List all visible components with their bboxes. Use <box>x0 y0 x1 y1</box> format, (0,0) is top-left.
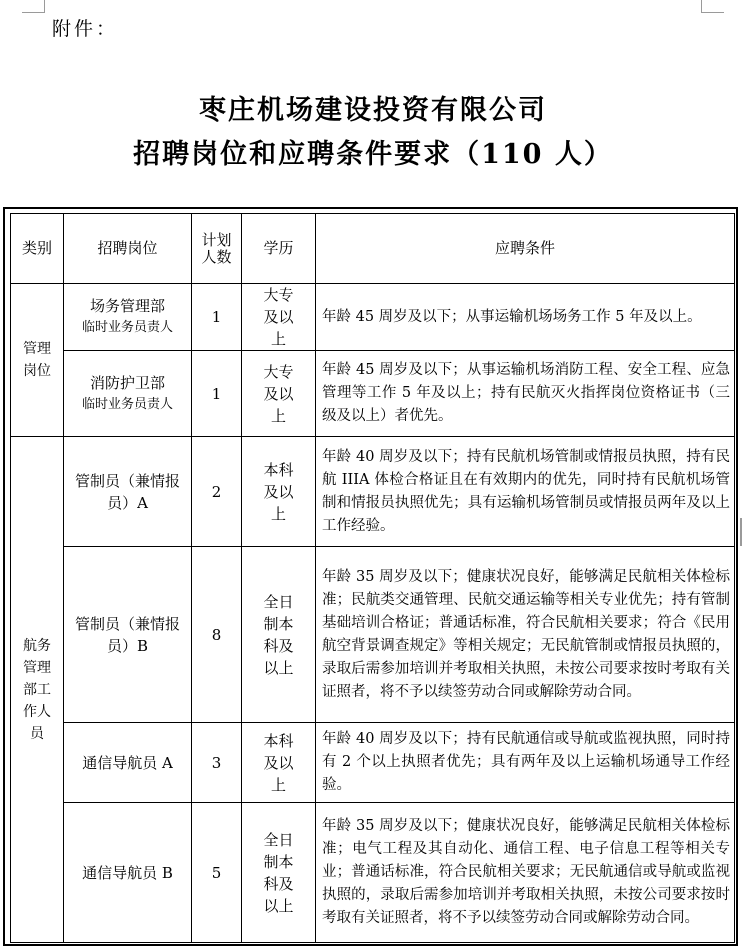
count-cell: 5 <box>192 803 242 943</box>
position-subtitle: 临时业务员责人 <box>81 320 173 335</box>
count-cell: 2 <box>192 437 242 547</box>
count-cell: 1 <box>192 351 242 437</box>
header-requirements: 应聘条件 <box>316 214 735 284</box>
page-edge-marker <box>740 518 742 546</box>
recruitment-table <box>10 213 735 943</box>
header-category: 类别 <box>11 214 64 284</box>
position-name: 管制员（兼情报员）B <box>74 614 180 655</box>
education-cell <box>242 351 316 437</box>
document-subtitle: 招聘岗位和应聘条件要求（110 人） <box>133 139 613 170</box>
count-cell: 1 <box>192 284 242 351</box>
table-row <box>11 351 735 437</box>
position-cell <box>64 351 192 437</box>
education-value: 本科及以上 <box>263 731 294 794</box>
requirements-cell: 年龄 35 周岁及以下；健康状况良好，能够满足民航相关体检标准；民航类交通管理、民航交通运输等相关专业优先；持有管制基础培训合格证；普通话标准，符合民航相关要求；符合《民用航空背景调查规定》等相关规定；无民航管制或情报员执照的，录取后需参加培训并考取相关执照，未按公司要求按时考取有关证照者，将不予以续签劳动合同或解除劳动合同。 <box>316 547 735 723</box>
page-corner-mark-right <box>701 0 724 13</box>
education-value: 大专及以上 <box>263 286 294 348</box>
category-cell-aviation <box>11 437 64 943</box>
count-cell: 3 <box>192 723 242 803</box>
table-row <box>11 547 735 723</box>
header-count-label: 计划人数 <box>201 230 232 266</box>
table-row <box>11 437 735 547</box>
education-cell <box>242 547 316 723</box>
table-row <box>11 803 735 943</box>
requirements-cell: 年龄 45 周岁及以下；从事运输机场消防工程、安全工程、应急管理等工作 5 年及以上；持有民航灭火指挥岗位资格证书（三级及以上）者优先。 <box>316 351 735 437</box>
header-position: 招聘岗位 <box>64 214 192 284</box>
position-cell <box>64 547 192 723</box>
education-value: 全日制本科及以上 <box>263 592 294 677</box>
education-value: 大专及以上 <box>263 362 294 425</box>
position-name: 场务管理部 <box>89 297 165 315</box>
category-label: 管理岗位 <box>23 341 51 379</box>
attachment-label: 附件： <box>52 18 119 40</box>
category-cell-management <box>11 284 64 437</box>
position-name: 消防护卫部 <box>89 373 165 392</box>
position-subtitle: 临时业务员责人 <box>81 396 173 412</box>
document-title: 枣庄机场建设投资有限公司 <box>199 95 547 126</box>
education-cell <box>242 803 316 943</box>
education-value: 本科及以上 <box>263 460 294 523</box>
requirements-cell: 年龄 35 周岁及以下；健康状况良好，能够满足民航相关体检标准；电气工程及其自动化、通信工程、电子信息工程等相关专业；普通话标准，符合民航相关要求；无民航通信或导航或监视执照的，录取后需参加培训并考取相关执照，未按公司要求按时考取有关证照者，将不予以续签劳动合同或解除劳动合同。 <box>316 803 735 943</box>
table-row <box>11 723 735 803</box>
position-name: 管制员（兼情报员）A <box>74 471 180 512</box>
position-cell <box>64 437 192 547</box>
header-education: 学历 <box>242 214 316 284</box>
position-cell <box>64 284 192 351</box>
position-cell: 通信导航员 A <box>64 723 192 803</box>
education-cell <box>242 284 316 351</box>
education-cell <box>242 723 316 803</box>
count-cell: 8 <box>192 547 242 723</box>
education-value: 全日制本科及以上 <box>263 830 294 915</box>
header-count <box>192 214 242 284</box>
requirements-cell: 年龄 40 周岁及以下；持有民航通信或导航或监视执照，同时持有 2 个以上执照者优先；具有两年及以上运输机场通导工作经验。 <box>316 723 735 803</box>
requirements-cell: 年龄 40 周岁及以下；持有民航机场管制或情报员执照，持有民航 IIIA 体检合格证且在有效期内的优先，同时持有民航机场管制和情报员执照优先；具有运输机场管制员或情报员两年及以上工作经验。 <box>316 437 735 547</box>
table-header-row <box>11 214 735 284</box>
table-row <box>11 284 735 351</box>
position-cell: 通信导航员 B <box>64 803 192 943</box>
education-cell <box>242 437 316 547</box>
category-label: 航务管理部工作人员 <box>23 637 51 742</box>
page-corner-mark-left <box>22 0 45 13</box>
requirements-cell: 年龄 45 周岁及以下；从事运输机场场务工作 5 年及以上。 <box>316 284 735 351</box>
